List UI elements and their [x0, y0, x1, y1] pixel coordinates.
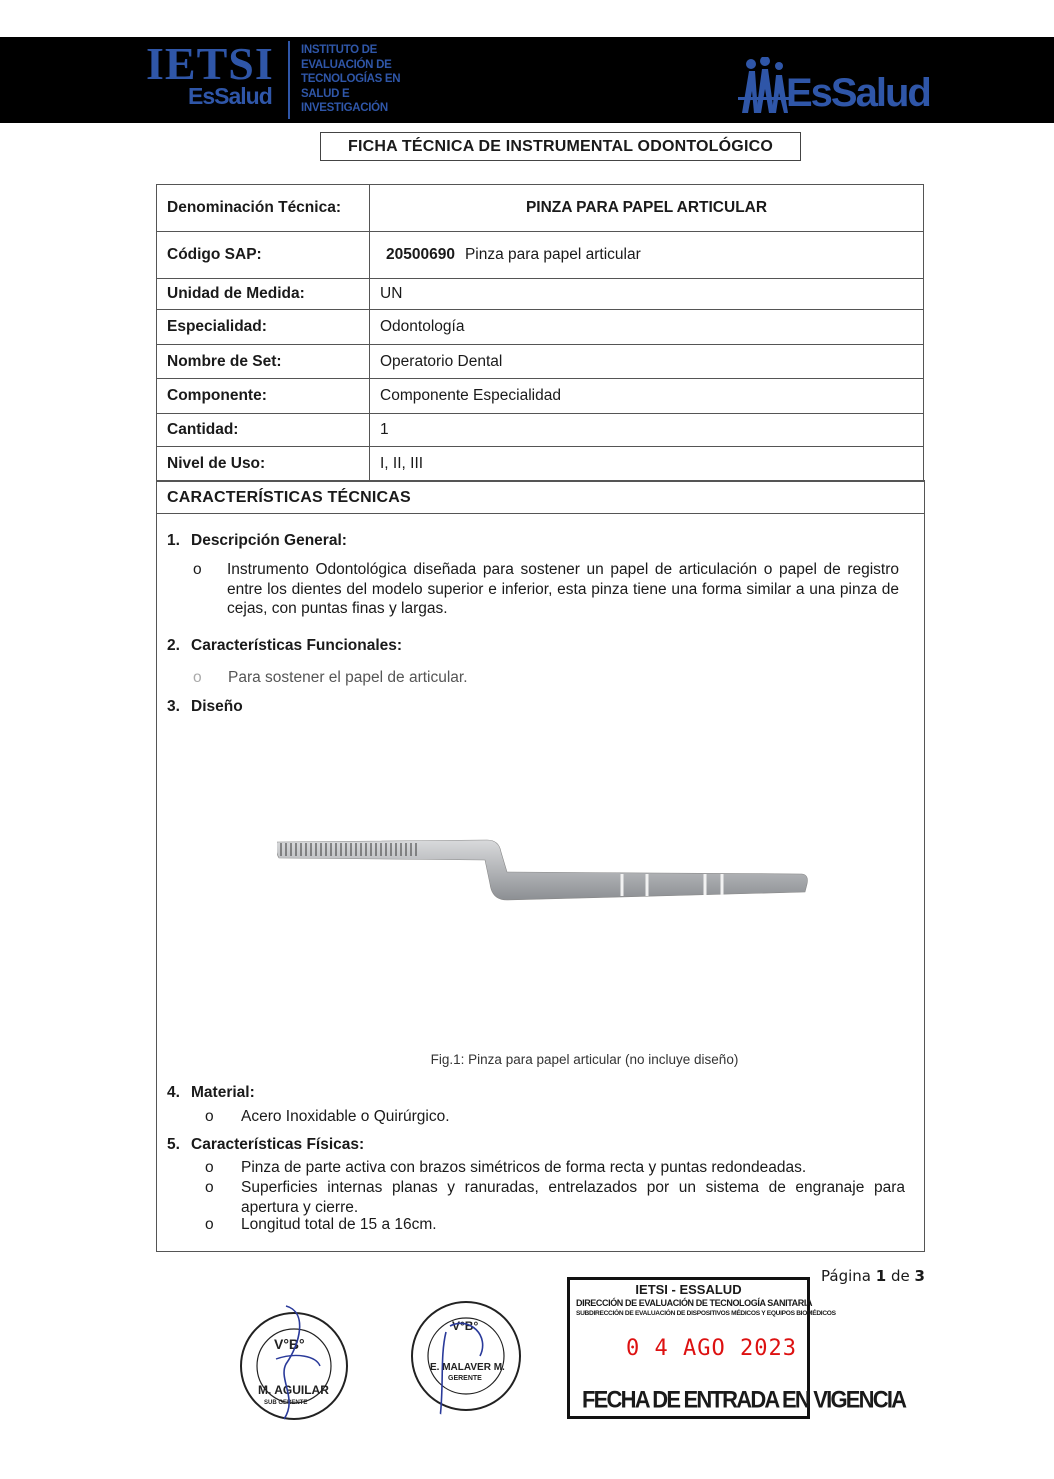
table-row [157, 232, 924, 279]
codigo-desc: Pinza para papel articular [464, 246, 641, 263]
ietsi-text-line: TECNOLOGÍAS EN [301, 73, 401, 85]
bullet-mark: o [193, 561, 202, 578]
denominacion-value: PINZA PARA PAPEL ARTICULAR [370, 185, 924, 232]
componente-label: Componente: [157, 379, 370, 414]
table-row [157, 447, 924, 482]
section-title: Material: [191, 1084, 255, 1101]
section-title: Diseño [191, 698, 243, 715]
section-fisicas-heading [167, 1136, 364, 1154]
section-number: 4. [167, 1084, 180, 1101]
table-row [157, 185, 924, 232]
seal-gerente [410, 1296, 528, 1422]
stamp-date: 0 4 AGO 2023 [626, 1336, 797, 1361]
section-number: 3. [167, 698, 180, 715]
document-title: FICHA TÉCNICA DE INSTRUMENTAL ODONTOLÓGICO [320, 132, 801, 161]
table-row [157, 345, 924, 379]
fisicas-bullet [205, 1178, 905, 1218]
nivel-value: I, II, III [370, 447, 924, 482]
section-title: Características Funcionales: [191, 637, 403, 654]
ietsi-logo [146, 38, 274, 109]
table-row [157, 414, 924, 447]
unidad-value: UN [370, 279, 924, 310]
figure-caption-text: Fig.1: Pinza para papel articular (no incluye diseño) [430, 1052, 739, 1067]
essalud-logo [738, 57, 930, 117]
set-label: Nombre de Set: [157, 345, 370, 379]
section-descripcion-heading [167, 532, 347, 550]
ietsi-text-line: INVESTIGACIÓN [301, 102, 388, 114]
nivel-label: Nivel de Uso: [157, 447, 370, 482]
funcionales-bullet [193, 668, 901, 688]
table-row [157, 279, 924, 310]
fisicas-text: Longitud total de 15 a 16cm. [241, 1216, 437, 1233]
funcionales-text: Para sostener el papel de articular. [228, 669, 468, 686]
bullet-mark: o [193, 669, 202, 686]
page-sep: de [890, 1267, 910, 1285]
seal1-name: M. AGUILAR [258, 1383, 329, 1397]
seal2-vb: V°B° [452, 1319, 479, 1333]
fisicas-text: Superficies internas planas y ranuradas, entrelazados por un sistema de engranaje para apertura y cierre. [241, 1179, 905, 1216]
denominacion-label: Denominación Técnica: [157, 185, 370, 232]
descripcion-text: Instrumento Odontológica diseñada para sostener un papel de articulación o papel de registro entre los dientes del modelo superior e inferior, esta pinza tiene una forma similar a una pinza de cejas, con puntas finas y largas. [227, 561, 899, 617]
ietsi-logo-big: IETSI [146, 38, 274, 89]
codigo-value [370, 232, 924, 279]
table-row [157, 310, 924, 345]
header-banner [0, 37, 1054, 123]
fisicas-bullet [205, 1158, 905, 1178]
section-diseno-heading [167, 698, 243, 716]
forceps-image [277, 822, 817, 922]
section-number: 2. [167, 637, 180, 654]
especialidad-label: Especialidad: [157, 310, 370, 345]
section-number: 1. [167, 532, 180, 549]
especialidad-value: Odontología [370, 310, 924, 345]
seal2-name: E. MALAVER M. [430, 1362, 505, 1373]
cantidad-label: Cantidad: [157, 414, 370, 447]
logo-divider [288, 41, 290, 119]
descripcion-bullet [193, 560, 901, 620]
codigo-number: 20500690 [386, 246, 455, 263]
ietsi-text-line: SALUD E [301, 87, 350, 100]
componente-value: Componente Especialidad [370, 379, 924, 414]
seal1-role: SUB GERENTE [264, 1400, 308, 1406]
material-bullet [205, 1107, 905, 1127]
section-funcionales-heading [167, 637, 402, 655]
bullet-mark: o [205, 1159, 214, 1176]
stamp-line2: DIRECCIÓN DE EVALUACIÓN DE TECNOLOGÍA SANITARIA [576, 1298, 813, 1308]
fisicas-text: Pinza de parte activa con brazos simétricos de forma recta y puntas redondeadas. [241, 1159, 807, 1176]
ietsi-text-line: INSTITUTO DE [301, 44, 378, 56]
signature-stroke [276, 1355, 320, 1366]
set-value: Operatorio Dental [370, 345, 924, 379]
stamp-footer: FECHA DE ENTRADA EN VIGENCIA [582, 1385, 906, 1414]
ietsi-text-line: EVALUACIÓN DE [301, 58, 392, 71]
bullet-mark: o [205, 1179, 214, 1196]
page-number [821, 1267, 925, 1285]
seal2-role: GERENTE [448, 1375, 482, 1382]
figure-caption [157, 1052, 926, 1067]
caracteristicas-panel [156, 480, 925, 1252]
essalud-people-icon [738, 57, 790, 117]
codigo-label: Código SAP: [157, 232, 370, 279]
page-current: 1 [875, 1267, 887, 1285]
bullet-mark: o [205, 1216, 214, 1233]
ietsi-institute-text [301, 43, 400, 116]
section-title: Características Físicas: [191, 1136, 365, 1153]
vigencia-stamp [567, 1277, 906, 1419]
ietsi-logo-small: EsSalud [188, 83, 272, 109]
seal-subgerente [236, 1304, 352, 1422]
page-label: Página [821, 1267, 871, 1285]
seal1-vb: V°B° [274, 1336, 305, 1352]
bullet-mark: o [205, 1108, 214, 1125]
stamp-line3: SUBDIRECCIÓN DE EVALUACIÓN DE DISPOSITIVOS MÉDICOS Y EQUIPOS BIOMÉDICOS [576, 1310, 836, 1317]
caracteristicas-title: CARACTERÍSTICAS TÉCNICAS [157, 480, 924, 514]
cantidad-value: 1 [370, 414, 924, 447]
unidad-label: Unidad de Medida: [157, 279, 370, 310]
section-material-heading [167, 1084, 255, 1102]
table-row [157, 379, 924, 414]
section-title: Descripción General: [191, 532, 347, 549]
essalud-logo-word: EsSalud [786, 71, 930, 115]
page-total: 3 [914, 1267, 925, 1285]
fisicas-bullet [205, 1215, 905, 1235]
info-table [156, 184, 924, 482]
section-number: 5. [167, 1136, 180, 1153]
stamp-line1: IETSI - ESSALUD [635, 1282, 742, 1297]
material-text: Acero Inoxidable o Quirúrgico. [241, 1108, 450, 1125]
